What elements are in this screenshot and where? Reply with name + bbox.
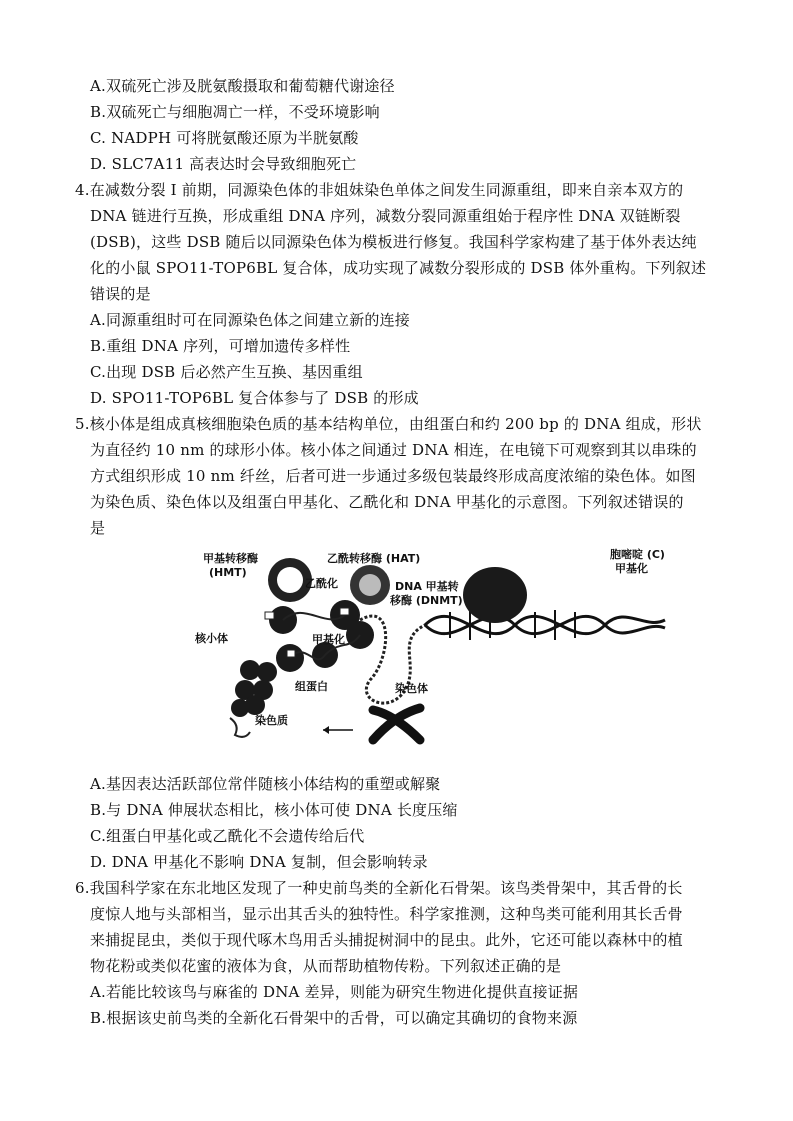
nucleosome-label: 核小体	[195, 632, 228, 645]
hmt-label-1: 甲基转移酶	[203, 552, 258, 565]
q3-option-c: C. NADPH 可将胱氨酸还原为半胱氨酸	[90, 129, 359, 147]
q6-stem-line: 来捕捉昆虫，类似于现代啄木鸟用舌头捕捉树洞中的昆虫。此外，它还可能以森林中的植	[90, 931, 683, 949]
q4-option-b: B.重组 DNA 序列，可增加遗传多样性	[90, 337, 351, 355]
dnmt-label-1: DNA 甲基转	[395, 580, 459, 593]
dnmt-enzyme-icon	[463, 567, 527, 623]
dnmt-label-2: 移酶 (DNMT)	[390, 594, 463, 607]
chromatin-strand-icon	[230, 718, 250, 737]
q6-option-b: B.根据该史前鸟类的全新化石骨架中的舌骨，可以确定其确切的食物来源	[90, 1009, 578, 1027]
q4-option-a: A.同源重组时可在同源染色体之间建立新的连接	[90, 311, 411, 329]
q4-option-c: C.出现 DSB 后必然产生互换、基因重组	[90, 363, 363, 381]
chromosome-label: 染色体	[395, 682, 428, 695]
q5-stem-line: 为直径约 10 nm 的球形小体。核小体之间通过 DNA 相连，在电镜下可观察到其以串珠的	[90, 441, 697, 459]
q5-option-a: A.基因表达活跃部位常伴随核小体结构的重塑或解聚	[90, 775, 441, 793]
q3-option-a: A.双硫死亡涉及胱氨酸摄取和葡萄糖代谢途径	[90, 77, 395, 95]
hmt-label-2: (HMT)	[209, 566, 247, 579]
q4-stem-line: DNA 链进行互换，形成重组 DNA 序列，减数分裂同源重组始于程序性 DNA 双链断裂	[90, 207, 681, 225]
acetylation-label: 乙酰化	[305, 577, 338, 590]
q5-option-d: D. DNA 甲基化不影响 DNA 复制，但会影响转录	[90, 853, 428, 871]
methylation-label: 甲基化	[312, 633, 345, 646]
cytosine-label-2: 甲基化	[615, 562, 648, 575]
chromatin-diagram	[195, 540, 715, 745]
hat-enzyme-icon	[350, 565, 390, 605]
histone-cluster-icon	[231, 660, 277, 717]
q5-stem-line: 5.核小体是组成真核细胞染色质的基本结构单位，由组蛋白和约 200 bp 的 DNA 组成，形状	[75, 415, 702, 433]
q5-stem-line: 为染色质、染色体以及组蛋白甲基化、乙酰化和 DNA 甲基化的示意图。下列叙述错误的	[90, 493, 684, 511]
cytosine-label-1: 胞嘧啶 (C)	[610, 548, 665, 561]
q6-stem-line: 物花粉或类似花蜜的液体为食，从而帮助植物传粉。下列叙述正确的是	[90, 957, 562, 975]
q4-stem-line: 错误的是	[90, 285, 151, 303]
q4-stem-line: 4.在减数分裂 I 前期，同源染色体的非姐妹染色单体之间发生同源重组，即来自亲本双方的	[75, 181, 684, 199]
q6-stem-line: 6.我国科学家在东北地区发现了一种史前鸟类的全新化石骨架。该鸟类骨架中，其舌骨的长	[75, 879, 683, 897]
q6-option-a: A.若能比较该鸟与麻雀的 DNA 差异，则能为研究生物进化提供直接证据	[90, 983, 579, 1001]
arrow-head-icon	[323, 726, 329, 734]
hat-label: 乙酰转移酶 (HAT)	[327, 552, 421, 565]
double-helix-icon	[425, 610, 665, 640]
q5-option-b: B.与 DNA 伸展状态相比，核小体可使 DNA 长度压缩	[90, 801, 458, 819]
q5-stem-line: 方式组织形成 10 nm 纤丝，后者可进一步通过多级包装最终形成高度浓缩的染色体。如图	[90, 467, 696, 485]
q4-option-d: D. SPO11-TOP6BL 复合体参与了 DSB 的形成	[90, 389, 419, 407]
histone-label: 组蛋白	[295, 680, 328, 693]
q5-stem-line: 是	[90, 519, 106, 537]
q3-option-d: D. SLC7A11 高表达时会导致细胞死亡	[90, 155, 357, 173]
q4-stem-line: (DSB)，这些 DSB 随后以同源染色体为模板进行修复。我国科学家构建了基于体外表达纯	[90, 233, 697, 251]
chromatin-label: 染色质	[255, 714, 288, 727]
chromosome-icon	[373, 708, 420, 740]
q4-stem-line: 化的小鼠 SPO11-TOP6BL 复合体，成功实现了减数分裂形成的 DSB 体外重构。下列叙述	[90, 259, 707, 277]
q3-option-b: B.双硫死亡与细胞凋亡一样，不受环境影响	[90, 103, 380, 121]
q5-option-c: C.组蛋白甲基化或乙酰化不会遗传给后代	[90, 827, 365, 845]
q6-stem-line: 度惊人地与头部相当，显示出其舌头的独特性。科学家推测，这种鸟类可能利用其长舌骨	[90, 905, 683, 923]
